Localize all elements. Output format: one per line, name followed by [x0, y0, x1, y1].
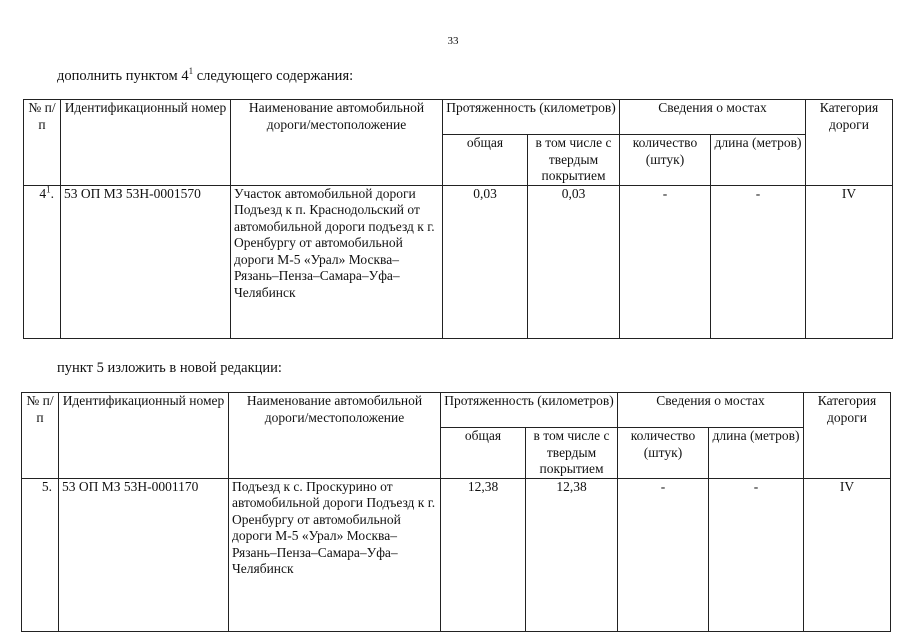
row-bridges-length: - [709, 478, 804, 631]
header-length: Протяженность (километров) [443, 100, 620, 135]
header-name: Наименование автомобильной дороги/местоположение [229, 393, 441, 479]
header-length-paved: в том числе с твердым покрытием [528, 135, 620, 186]
intro-1-text-after: следующего содержания: [193, 68, 354, 84]
header-bridges-length: длина (метров) [709, 428, 804, 479]
row-length-paved: 0,03 [528, 185, 620, 338]
row-length-total: 0,03 [443, 185, 528, 338]
row-category: IV [806, 185, 893, 338]
amendment-intro-1 [57, 68, 353, 84]
header-id: Идентификационный номер [59, 393, 229, 479]
row-length-total: 12,38 [441, 478, 526, 631]
intro-1-text-before: дополнить пунктом 4 [57, 68, 189, 84]
table-row [24, 185, 893, 338]
row-num-value: 4 [39, 185, 47, 201]
header-bridges-count: количество (штук) [618, 428, 709, 479]
row-bridges-count: - [620, 185, 711, 338]
header-length-paved: в том числе с твердым покрытием [526, 428, 618, 479]
header-num: № п/п [22, 393, 59, 479]
row-length-paved: 12,38 [526, 478, 618, 631]
row-num-superscript: 1 [46, 184, 51, 194]
header-length-total: общая [443, 135, 528, 186]
header-category: Категория дороги [804, 393, 891, 479]
header-bridges-count: количество (штук) [620, 135, 711, 186]
header-bridges: Сведения о мостах [618, 393, 804, 428]
row-id: 53 ОП МЗ 53Н-0001570 [61, 185, 231, 338]
row-name: Подъезд к с. Проскурино от автомобильной дороги Подъезд к г. Оренбургу от автомобильной дороги М-5 «Урал» Москва–Рязань–Пенза–Самара–Уфа–Челябинск [229, 478, 441, 631]
table-row [22, 478, 891, 631]
row-name: Участок автомобильной дороги Подъезд к п. Краснодольский от автомобильной дороги подъезд к г. Оренбургу от автомобильной дороги М-5 «Урал» Москва–Рязань–Пенза–Самара–Уфа–Челябинск [231, 185, 443, 338]
header-num: № п/п [24, 100, 61, 186]
row-num [24, 185, 61, 338]
roads-table-5 [21, 392, 891, 632]
row-bridges-count: - [618, 478, 709, 631]
header-length-total: общая [441, 428, 526, 479]
header-id: Идентификационный номер [61, 100, 231, 186]
roads-table-4-1 [23, 99, 893, 339]
row-bridges-length: - [711, 185, 806, 338]
header-bridges: Сведения о мостах [620, 100, 806, 135]
amendment-intro-2: пункт 5 изложить в новой редакции: [57, 360, 282, 376]
intro-1-superscript: 1 [188, 66, 194, 77]
header-bridges-length: длина (метров) [711, 135, 806, 186]
row-category: IV [804, 478, 891, 631]
row-num: 5. [22, 478, 59, 631]
header-category: Категория дороги [806, 100, 893, 186]
page-number: 33 [447, 35, 459, 47]
row-id: 53 ОП МЗ 53Н-0001170 [59, 478, 229, 631]
header-name: Наименование автомобильной дороги/местоположение [231, 100, 443, 186]
row-num-suffix: . [50, 185, 54, 201]
header-length: Протяженность (километров) [441, 393, 618, 428]
